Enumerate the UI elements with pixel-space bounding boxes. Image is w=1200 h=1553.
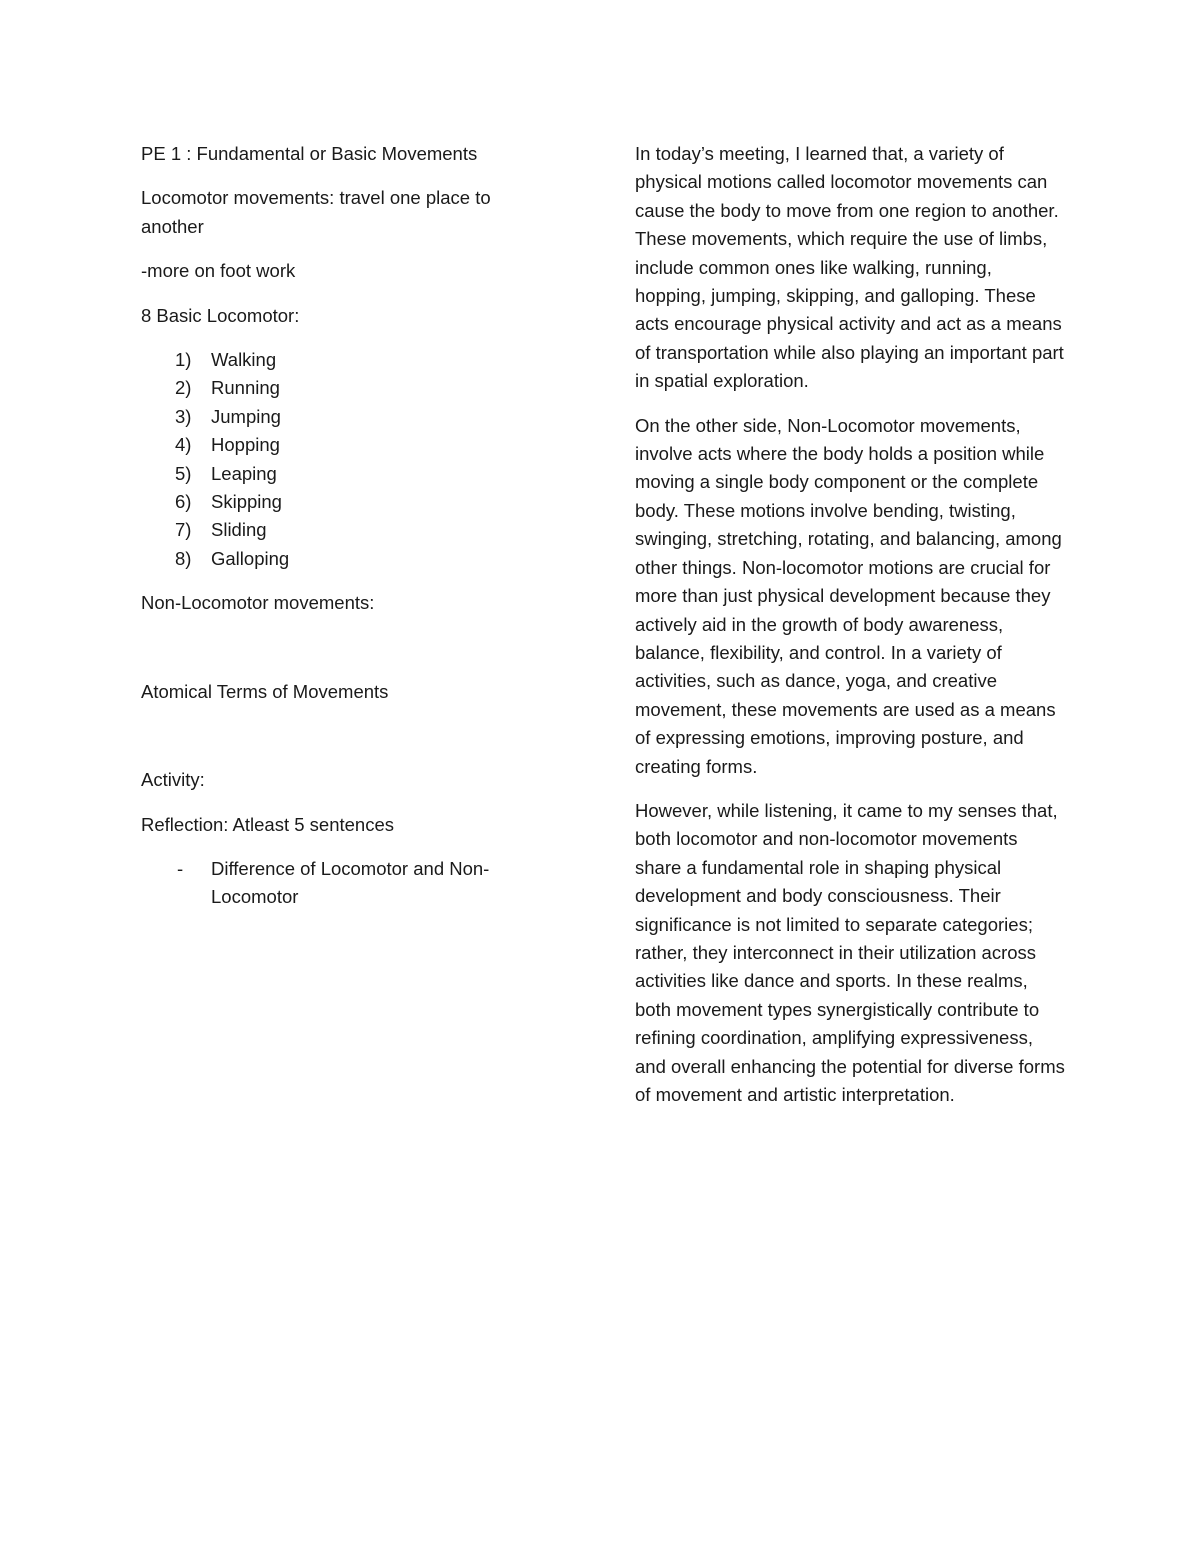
non-locomotor-heading: Non-Locomotor movements: <box>141 592 375 614</box>
list-text: Sliding <box>211 519 267 541</box>
list-number: 5) <box>175 462 192 484</box>
notes-column <box>141 140 541 912</box>
list-text: Running <box>211 377 280 399</box>
list-text: Jumping <box>211 405 281 427</box>
list-item <box>141 545 541 573</box>
list-text: Galloping <box>211 547 290 569</box>
list-item <box>141 488 541 516</box>
list-number: 8) <box>175 547 192 569</box>
reflection-heading: Reflection: Atleast 5 sentences <box>141 813 394 835</box>
list-item <box>141 374 541 402</box>
list-item <box>141 460 541 488</box>
list-number: 7) <box>175 519 192 541</box>
list-number: 4) <box>175 434 192 456</box>
list-text: Difference of Locomotor and Non-Locomotor <box>211 857 490 908</box>
anatomical-terms-heading: Atomical Terms of Movements <box>141 680 389 702</box>
list-text: Leaping <box>211 462 277 484</box>
list-number: 3) <box>175 405 192 427</box>
locomotor-definition: Locomotor movements: travel one place to another <box>141 187 491 237</box>
list-number: 1) <box>175 349 192 371</box>
list-text: Hopping <box>211 434 280 456</box>
list-item <box>141 431 541 459</box>
list-number: 6) <box>175 491 192 513</box>
list-item <box>141 403 541 431</box>
reflection-column <box>635 140 1065 1125</box>
list-number: 2) <box>175 377 192 399</box>
list-item <box>141 516 541 544</box>
document-title: PE 1 : Fundamental or Basic Movements <box>141 143 478 164</box>
reflection-paragraph: On the other side, Non-Locomotor movements, involve acts where the body holds a position while moving a single body component or the complete body. These motions involve bending, twisting, swinging, stretching, rotating, and balancing, among other things. Non-locomotor motions are crucial for more than just physical development because they actively aid in the growth of body awareness, balance, flexibility, and control. In a variety of activities, such as dance, yoga, and creative movement, these movements are used as a means of expressing emotions, improving posture, and creating forms. <box>635 414 1062 777</box>
dash-bullet: - <box>177 857 184 879</box>
reflection-paragraph: In today’s meeting, I learned that, a variety of physical motions called locomotor movements can cause the body to move from one region to another. These movements, which require the use of limbs, include common ones like walking, running, hopping, jumping, skipping, and galloping. These acts encourage physical activity and act as a means of transportation while also playing an important part in spatial exploration. <box>635 143 1064 392</box>
foot-work-note: -more on foot work <box>141 260 296 282</box>
reflection-paragraph: However, while listening, it came to my senses that, both locomotor and non-locomotor movements share a fundamental role in shaping physical development and body consciousness. Their significance is not limited to separate categories; rather, they interconnect in their utilization across activities like dance and sports. In these realms, both movement types synergistically contribute to refining coordination, amplifying expressiveness, and overall enhancing the potential for diverse forms of movement and artistic interpretation. <box>635 799 1065 1105</box>
list-item <box>141 855 541 912</box>
basic-locomotor-heading: 8 Basic Locomotor: <box>141 304 300 326</box>
activity-heading: Activity: <box>141 769 205 791</box>
list-item <box>141 346 541 374</box>
list-text: Skipping <box>211 491 282 513</box>
list-text: Walking <box>211 349 277 371</box>
basic-locomotor-list <box>141 346 541 573</box>
reflection-list <box>141 855 541 912</box>
